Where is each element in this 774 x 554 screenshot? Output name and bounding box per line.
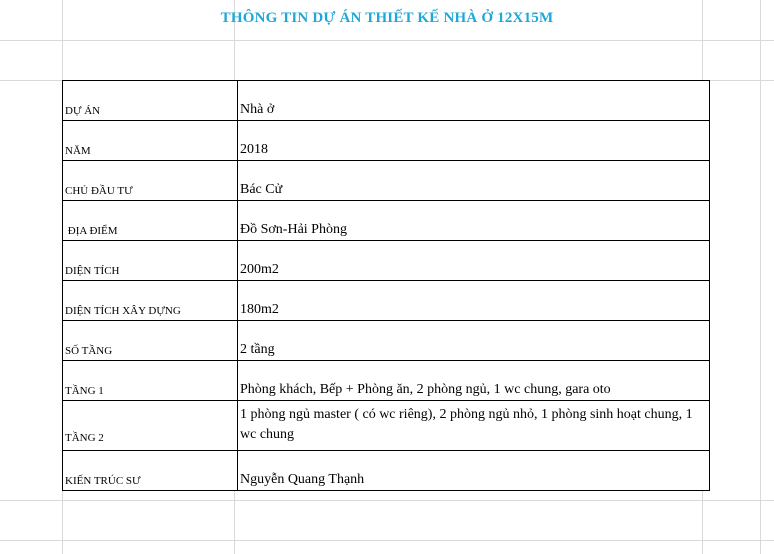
row-label[interactable]: SỐ TẦNG — [63, 321, 238, 361]
row-value[interactable]: Đồ Sơn-Hải Phòng — [238, 201, 710, 241]
row-value[interactable]: 200m2 — [238, 241, 710, 281]
row-value[interactable]: 180m2 — [238, 281, 710, 321]
table-row — [63, 281, 710, 321]
table-row — [63, 241, 710, 281]
table-row — [63, 201, 710, 241]
page-title: THÔNG TIN DỰ ÁN THIẾT KẾ NHÀ Ở 12X15M — [220, 10, 554, 26]
table-row — [63, 81, 710, 121]
row-value[interactable]: Phòng khách, Bếp + Phòng ăn, 2 phòng ngủ, 1 wc chung, gara oto — [238, 361, 710, 401]
table-row — [63, 321, 710, 361]
row-value[interactable]: 1 phòng ngủ master ( có wc riêng), 2 phòng ngủ nhỏ, 1 phòng sinh hoạt chung, 1 wc chung — [238, 401, 710, 451]
table-row — [63, 121, 710, 161]
project-info-table — [62, 80, 710, 491]
table-row — [63, 451, 710, 491]
row-value[interactable]: 2 tầng — [238, 321, 710, 361]
row-label[interactable]: KIẾN TRÚC SƯ — [63, 451, 238, 491]
row-label[interactable]: DỰ ÁN — [63, 81, 238, 121]
row-value[interactable]: 2018 — [238, 121, 710, 161]
row-label[interactable]: TẦNG 1 — [63, 361, 238, 401]
row-label[interactable]: NĂM — [63, 121, 238, 161]
row-label[interactable]: ĐỊA ĐIỂM — [63, 201, 238, 241]
row-label[interactable]: CHỦ ĐẦU TƯ — [63, 161, 238, 201]
row-label[interactable]: TẦNG 2 — [63, 401, 238, 451]
table-row — [63, 161, 710, 201]
row-label[interactable]: DIỆN TÍCH — [63, 241, 238, 281]
table-row — [63, 401, 710, 451]
row-value[interactable]: Nguyễn Quang Thạnh — [238, 451, 710, 491]
table-row — [63, 361, 710, 401]
row-value[interactable]: Bác Cử — [238, 161, 710, 201]
row-value[interactable]: Nhà ở — [238, 81, 710, 121]
row-label[interactable]: DIỆN TÍCH XÂY DỰNG — [63, 281, 238, 321]
